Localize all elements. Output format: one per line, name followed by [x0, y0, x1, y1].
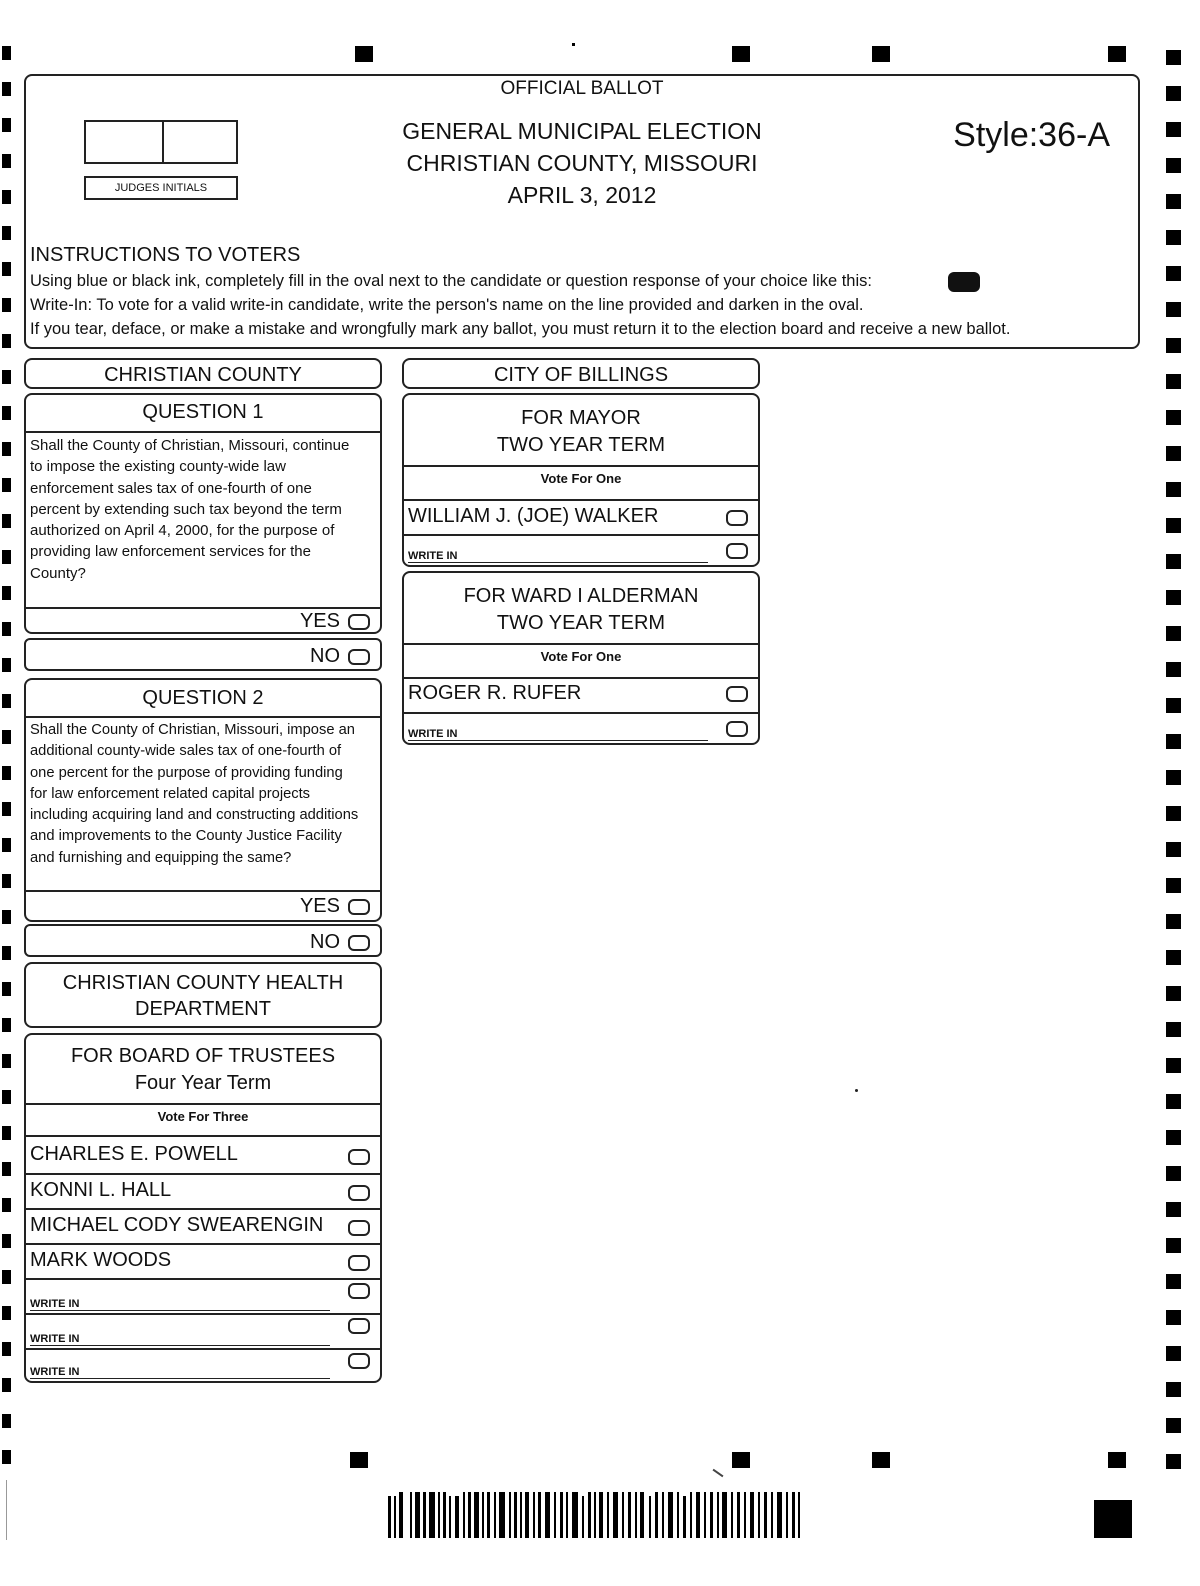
mayor-candidate-oval[interactable]	[726, 510, 748, 526]
question-2-box	[24, 678, 382, 922]
question-1-no-label: NO	[310, 645, 340, 667]
board-of-trustees-box	[24, 1033, 382, 1383]
board-office-line-1: FOR BOARD OF TRUSTEES	[70, 1045, 336, 1067]
question-1-title: QUESTION 1	[142, 401, 264, 423]
city-of-billings-title: CITY OF BILLINGS	[493, 364, 669, 386]
christian-county-header	[24, 358, 382, 389]
mayor-candidate-name: WILLIAM J. (JOE) WALKER	[408, 505, 659, 527]
question-1-box	[24, 393, 382, 634]
health-title-line-1: CHRISTIAN COUNTY HEALTH	[62, 972, 344, 994]
question-2-yes-label: YES	[299, 895, 340, 917]
question-1-no-oval[interactable]	[348, 649, 370, 665]
question-1-yes-label: YES	[299, 610, 340, 632]
alderman-candidate-oval[interactable]	[726, 686, 748, 702]
write-in-oval[interactable]	[348, 1318, 370, 1334]
judges-initials-label: JUDGES INITIALS	[84, 176, 238, 200]
candidate-oval[interactable]	[348, 1149, 370, 1165]
ballot-style: Style:36-A	[953, 116, 1110, 154]
candidate-name: MARK WOODS	[30, 1249, 172, 1271]
instructions-line-3: If you tear, deface, or make a mistake and wrongfully mark any ballot, you must return it to the election board and receive a new ballot.	[30, 320, 1011, 338]
instructions-line-1: Using blue or black ink, completely fill in the oval next to the candidate or question response of your choice like this:	[30, 272, 872, 290]
write-in-row	[26, 1313, 380, 1350]
alderman-vote-for: Vote For One	[540, 649, 622, 664]
alderman-candidate-name: ROGER R. RUFER	[408, 682, 582, 704]
alderman-office-line-1: FOR WARD I ALDERMAN	[463, 585, 699, 607]
ballot-header	[24, 74, 1140, 349]
write-in-line[interactable]: WRITE IN	[30, 1333, 330, 1346]
write-in-row	[26, 1278, 380, 1315]
mayor-office-line-2: TWO YEAR TERM	[496, 434, 666, 456]
candidate-oval[interactable]	[348, 1220, 370, 1236]
instructions-line-2: Write-In: To vote for a valid write-in candidate, write the person's name on the line provided and darken in the oval.	[30, 296, 864, 314]
board-vote-for: Vote For Three	[157, 1109, 249, 1124]
candidate-oval[interactable]	[348, 1255, 370, 1271]
stray-tick	[713, 1469, 724, 1478]
christian-county-title: CHRISTIAN COUNTY	[104, 364, 302, 386]
question-2-yes-oval[interactable]	[348, 899, 370, 915]
candidate-row	[26, 1243, 380, 1280]
candidate-name: KONNI L. HALL	[30, 1179, 172, 1201]
mayor-office-line-1: FOR MAYOR	[521, 407, 641, 429]
city-of-billings-header	[402, 358, 760, 389]
page-edge-left	[6, 1480, 7, 1540]
candidate-name: MICHAEL CODY SWEARENGIN	[30, 1214, 324, 1236]
write-in-line[interactable]: WRITE IN	[30, 1366, 330, 1379]
barcode	[388, 1490, 808, 1540]
write-in-row	[26, 1348, 380, 1381]
write-in-oval[interactable]	[348, 1353, 370, 1369]
alderman-write-in-oval[interactable]	[726, 721, 748, 737]
candidate-row	[26, 1208, 380, 1245]
candidate-row	[26, 1137, 380, 1175]
question-2-no-row	[24, 924, 382, 957]
mayor-write-in-line[interactable]: WRITE IN	[408, 550, 708, 563]
health-department-header	[24, 962, 382, 1028]
question-2-text: Shall the County of Christian, Missouri, impose an additional county-wide sales tax of one-fourth of one percent for the purpose of providing funding for law enforcement related capital projects including acquiring land and constructing additions and improvements to the County Justice Facility and furnishing and equipping the same?	[30, 722, 359, 866]
mayor-vote-for: Vote For One	[540, 471, 622, 486]
candidate-oval[interactable]	[348, 1185, 370, 1201]
candidate-name: CHARLES E. POWELL	[30, 1143, 238, 1165]
question-1-text: Shall the County of Christian, Missouri, continue to impose the existing county-wide law enforcement sales tax of one-fourth of one percent by extending such tax beyond the term authorized on April 4, 2000, for the purpose of providing law enforcement services for the County?	[30, 437, 350, 582]
board-office-line-2: Four Year Term	[134, 1072, 272, 1094]
mayor-box	[402, 393, 760, 567]
alderman-write-in-line[interactable]: WRITE IN	[408, 728, 708, 741]
official-ballot-title: OFFICIAL BALLOT	[500, 78, 664, 99]
health-title-line-2: DEPARTMENT	[135, 998, 271, 1020]
county-state: CHRISTIAN COUNTY, MISSOURI	[406, 150, 758, 176]
election-date: APRIL 3, 2012	[507, 182, 657, 208]
judges-initials-boxes[interactable]	[84, 120, 238, 164]
candidate-row	[26, 1173, 380, 1210]
question-2-title: QUESTION 2	[142, 687, 264, 709]
question-2-no-oval[interactable]	[348, 935, 370, 951]
instructions-title: INSTRUCTIONS TO VOTERS	[30, 244, 301, 266]
question-2-no-label: NO	[310, 931, 340, 953]
question-1-no-row	[24, 638, 382, 671]
election-title: GENERAL MUNICIPAL ELECTION	[402, 118, 762, 144]
alderman-box	[402, 571, 760, 745]
alderman-office-line-2: TWO YEAR TERM	[496, 612, 666, 634]
mayor-write-in-oval[interactable]	[726, 543, 748, 559]
write-in-line[interactable]: WRITE IN	[30, 1298, 330, 1311]
question-1-yes-oval[interactable]	[348, 614, 370, 630]
stray-dot	[855, 1089, 858, 1092]
filled-oval-example	[948, 272, 980, 292]
write-in-oval[interactable]	[348, 1283, 370, 1299]
